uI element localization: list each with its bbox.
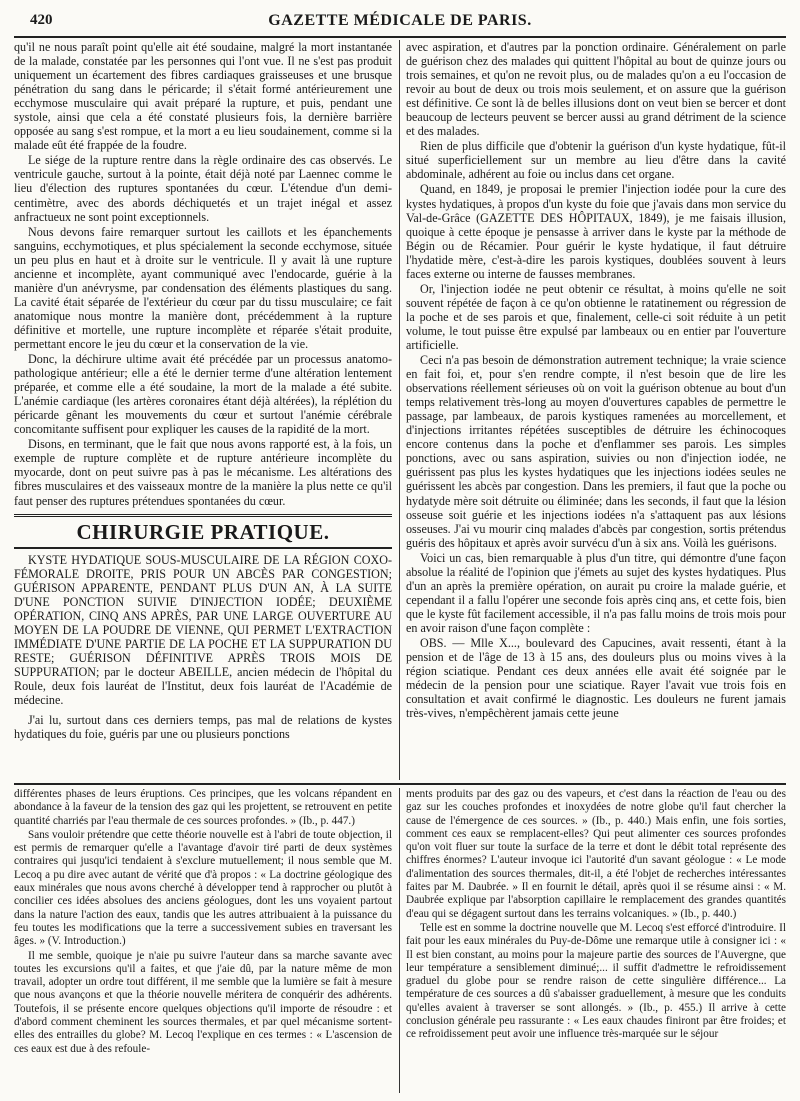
case-heading: KYSTE HYDATIQUE SOUS-MUSCULAIRE DE LA RÉGION COXO-FÉMORALE DROITE, PRIS POUR UN ABCÈS PAR CONGESTION; GUÉRISON APPARENTE, PENDANT PLUS D'UN AN, À LA SUITE D'UNE PONCTION SUIVIE D'INJECTION IODÉE; DEUXIÈME OPÉRATION, CINQ ANS APRÈS, PAR UNE LARGE OUVERTURE AU MOYEN DE LA POUDRE DE VIENNE, QUI PERMET L'EXTRACTION IMMÉDIATE D'UNE PARTIE DE LA POCHE ET LA SUPPURATION DU RESTE; GUÉRISON DÉFINITIVE APRÈS TROIS MOIS DE SUPPURATION; par le docteur ABEILLE, ancien médecin de l'hôpital du Roule, deux fois lauréat de l'Institut, deux fois lauréat de l'Académie de médecine. bbox=[14, 552, 392, 708]
upper-section bbox=[14, 40, 786, 780]
column-divider bbox=[399, 40, 400, 780]
observation-paragraph: OBS. — Mlle X..., boulevard des Capucines, avait ressenti, étant à la pension et de l'âge de 13 à 15 ans, des douleurs plus ou moins vives à la région sciatique. Pendant ces deux années elle avait été soignée par le médecin de la pension pour une sciatique. Rayer l'avait vue trois fois en consultation et avait confirmé le diagnostic. Les douleurs ne furent jamais très-vives, n'empêchèrent jamais cette jeune bbox=[406, 635, 786, 721]
paragraph: Disons, en terminant, que le fait que nous avons rapporté est, à la fois, un exemple de rupture complète et de rupture antérieure incomplète du myocarde, dont on peut suivre pas à pas le mécanisme. Les altérations des fibres musculaires et des vaisseaux montre de la manière la plus nette ce qu'il faut penser des ruptures prétendues spontanées du cœur. bbox=[14, 437, 392, 508]
paragraph: Il me semble, quoique je n'aie pu suivre l'auteur dans sa marche savante avec toutes les excursions qu'il a faites, et que j'aie dû, par la nature même de mon travail, adopter un ordre tout différent, il me semble que la lumière se fait à mesure que nous avançons et que la théorie nouvelle méritera de conquérir des adhérents. Toutefois, il se présente encore quelques objections qu'il importe de résoudre : et d'abord comment cheminent les sources thermales, et par quel mécanisme sortent-elles des entrailles du globe? M. Lecoq l'explique en ces termes : « L'ascension de ces eaux est due à des refoule- bbox=[14, 949, 392, 1055]
lower-left-column bbox=[14, 788, 392, 1057]
column-divider bbox=[399, 788, 400, 1093]
lower-right-column bbox=[406, 788, 786, 1043]
paragraph: J'ai lu, surtout dans ces derniers temps, pas mal de relations de kystes hydatiques du foie, guéris par une ou plusieurs ponctions bbox=[14, 713, 392, 742]
paragraph: Voici un cas, bien remarquable à plus d'un titre, qui démontre d'une façon absolue la réalité de l'opinion que j'émets au sujet des kystes hydatiques. Plus d'un an après la première opération, on aurait pu croire la malade guérie, et cependant il a fallu l'opérer une seconde fois après cinq ans, et cette fois, bien que le kyste fût facilement accessible, il n'a pas fallu moins de trois mois pour en avoir raison d'une façon complète : bbox=[406, 550, 786, 635]
section-title: CHIRURGIE PRATIQUE. bbox=[76, 519, 330, 544]
paragraph: Quand, en 1849, je proposai le premier l'injection iodée pour la cure des kystes hydatiques, à propos d'un kyste du foie que j'avais dans mon service du Val-de-Grâce (GAZETTE DES HÔPITAUX, 1849), je me faisais illusion, quoique à cette époque je pensasse à arriver dans le kyste par la méthode de Bégin ou de Récamier. Pour guérir le kyste hydatique, il faut détruire l'hydatide mère, c'est-à-dire les parois kystiques, doublées souvent à leurs faces externe ou interne de fausses membranes. bbox=[406, 182, 786, 281]
paragraph: différentes phases de leurs éruptions. Ces principes, que les volcans répandent en abondance à la faveur de la tension des gaz qui les projettent, se retrouvent en petite quantité charriés par l'eau thermale de ces sources profondes. » (Ib., p. 447.) bbox=[14, 788, 392, 827]
paragraph: Donc, la déchirure ultime avait été précédée par un processus anatomo-pathologique antérieur; elle a été le dernier terme d'une altération lentement préparée, et comme elle a été soudaine, la mort de la malade a été subite. L'anémie cardiaque (les artères coronaires étant déjà altérées), la réplétion du péricarde gênant les mouvements du cœur et surtout l'anémie cérébrale concomitante suffisent pour expliquer les causes de la rapidité de la mort. bbox=[14, 352, 392, 437]
section-header-box bbox=[14, 514, 392, 549]
upper-left-column bbox=[14, 40, 392, 742]
lower-section bbox=[14, 788, 786, 1098]
paragraph: Telle est en somme la doctrine nouvelle que M. Lecoq s'est efforcé d'introduire. Il fait pour les eaux minérales du Puy-de-Dôme une remarque utile à consigner ici : « Il est bien constant, au moins pour la majeure partie des sources de l'Auvergne, que leur température a sensiblement diminué;... il suffit d'admettre le refroidissement graduel du globe pour se rendre raison de cette singulière différence... La température de ces sources a dû s'abaisser graduellement, à mesure que les conduits qu'elles avaient à traverser se sont allongés. » (Ib., p. 455.) Il arrive à cette conclusion générale peu rassurante : « Les eaux chaudes finiront par être froides; et ce refroidissement peut avoir une influence très-marquée sur le séjour bbox=[406, 921, 786, 1041]
page-header bbox=[14, 10, 786, 38]
paragraph: Or, l'injection iodée ne peut obtenir ce résultat, à moins qu'elle ne soit souvent répétée de façon à ce qu'on obtienne le ratatinement ou régression de la poche et de ses parois et que, finalement, celle-ci soit réduite à un petit volume, le tout puisse être expulsé par lambeaux ou en entier par l'ouverture artificielle. bbox=[406, 281, 786, 352]
paragraph: Ceci n'a pas besoin de démonstration autrement technique; la vraie science en fait foi, et, pour s'en rendre compte, il n'est besoin que de lire les observations réellement sérieuses où on voit la guérison obtenue au bout d'un temps relativement très-long au moyen d'ouvertures capables de permettre le passage, par lambeaux, de parois kystiques ramenées au morcellement, et d'injections irritantes répétées susceptibles de détruire les échinocoques encore contenus dans la poche et d'enflammer ses parois. Les simples ponctions, avec ou sans aspiration, suivies ou non d'injection iodée, ne guérissent pas plus les kystes hydatiques que les injections iodées seules ne guérissent les abcès par congestion. Dans les premiers, il faut que la poche ou hydatyde mère soit détruite ou éliminée; dans les seconds, il faut que la lésion osseuse soit guérie et les injections iodées n'a s'attaquent pas aux lésions osseuses. J'ai vu mourir cinq malades d'abcès par congestion, sortis prétendus guéris des hôpitaux et après avoir survécu d'un à six ans. Voilà les guérisons. bbox=[406, 353, 786, 550]
paragraph: Sans vouloir prétendre que cette théorie nouvelle est à l'abri de toute objection, il est permis de remarquer qu'elle a l'avantage d'avoir tiré parti de deux systèmes contraires qui jusqu'ici tendaient à s'exclure mutuellement; il nous semble que M. Lecoq a pu dire avec autant de vérité que d'à propos : « La doctrine géologique des eaux minérales que nous avons cherché à développer tend à rapprocher ou plutôt à concilier ces idées absolues des anciens géologues, dont les uns voyaient partout dans la nature l'action des eaux, tandis que les autres attribuaient à la puissance du feu toutes les modifications que la terre a successivement subies en traversant les âges. » (V. Introduction.) bbox=[14, 828, 392, 948]
paragraph: Rien de plus difficile que d'obtenir la guérison d'un kyste hydatique, fût-il situé superficiellement sur un membre au lieu d'être dans la cavité abdominale, adhérent au foie ou inclus dans cet organe. bbox=[406, 139, 786, 182]
page-number: 420 bbox=[30, 12, 53, 28]
upper-right-column bbox=[406, 40, 786, 721]
paragraph: ments produits par des gaz ou des vapeurs, et c'est dans la réaction de l'eau ou des gaz sur les couches profondes et inoxydées de notre globe qu'il faut chercher la cause de l'émergence de ces sources. » (Ib., p. 440.) Mais enfin, une fois sorties, comment ces eaux se remplacent-elles? Qui peut alimenter ces sources profondes qu'on voit fluer sur toute la surface de la terre et dont le débit total représente des chiffres énormes? L'auteur invoque ici l'autorité d'un savant géologue : « Le mode d'alimentation des sources thermales, dit-il, a été l'objet de recherches intéressantes faites par M. Daubrée. » Il en fournit le détail, après quoi il se résume ainsi : « M. Daubrée explique par l'absorption capillaire le remplacement des grandes quantités d'eau qui se dégagent surtout dans les terrains volcaniques. » (Ib., p. 440.) bbox=[406, 788, 786, 920]
paragraph: qu'il ne nous paraît point qu'elle ait été soudaine, malgré la mort instantanée de la malade, constatée par les personnes qui l'ont vue. Il ne s'est pas produit uniquement un écartement des fibres cardiaques graisseuses et une brusque pénétration du sang dans le péricarde; il s'était formé antérieurement une ecchymose musculaire qui avait préparé la rupture, et puis, pendant une systole, ainsi que cela a été constaté plusieurs fois, la dernière barrière opposée au sang s'est rompue, et la mort a eu lieu soudainement, comme si la malade eût été frappée de la foudre. bbox=[14, 40, 392, 153]
newspaper-page bbox=[14, 10, 786, 1095]
paragraph: avec aspiration, et d'autres par la ponction ordinaire. Généralement on parle de guérison chez des malades qui quittent l'hôpital au bout de quinze jours ou trois semaines, et qu'on ne revoit plus, ou de malades qu'on a eu l'occasion de revoir au bout de deux ou trois mois seulement, et on assure que la guérison est définitive. Ce sont là de belles illusions dont on veut bien se bercer et dont beaucoup de lecteurs peuvent se bercer aussi au grand détriment de la science et des malades. bbox=[406, 40, 786, 139]
section-divider bbox=[14, 783, 786, 785]
running-title: GAZETTE MÉDICALE DE PARIS. bbox=[268, 12, 532, 29]
paragraph: Le siége de la rupture rentre dans la règle ordinaire des cas observés. Le ventricule gauche, surtout à la pointe, était déjà noté par Laennec comme le lieu d'élection des ruptures spontanées du cœur. L'étendue d'un demi-centimètre, avec des abords déchiquetés et un trajet inégal et assez anfractueux ne sont point exceptionnels. bbox=[14, 153, 392, 224]
paragraph: Nous devons faire remarquer surtout les caillots et les épanchements sanguins, ecchymotiques, et plus spécialement la seconde ecchymose, située un peu plus en haut et à droite sur le ventricule. Il y avait là une rupture ancienne et incomplète, ayant communiqué avec l'endocarde, guérie à la manière d'un anévrysme, par condensation des éléments plastiques du sang. La cavité était séparée de l'extérieur du cœur par du tissu musculaire; ce fait anatomique nous montre la manière dont, précédemment à la rupture définitive et mortelle, une rupture incomplète et réparée s'était produite, permettant encore le jeu du cœur et la conservation de la vie. bbox=[14, 224, 392, 351]
